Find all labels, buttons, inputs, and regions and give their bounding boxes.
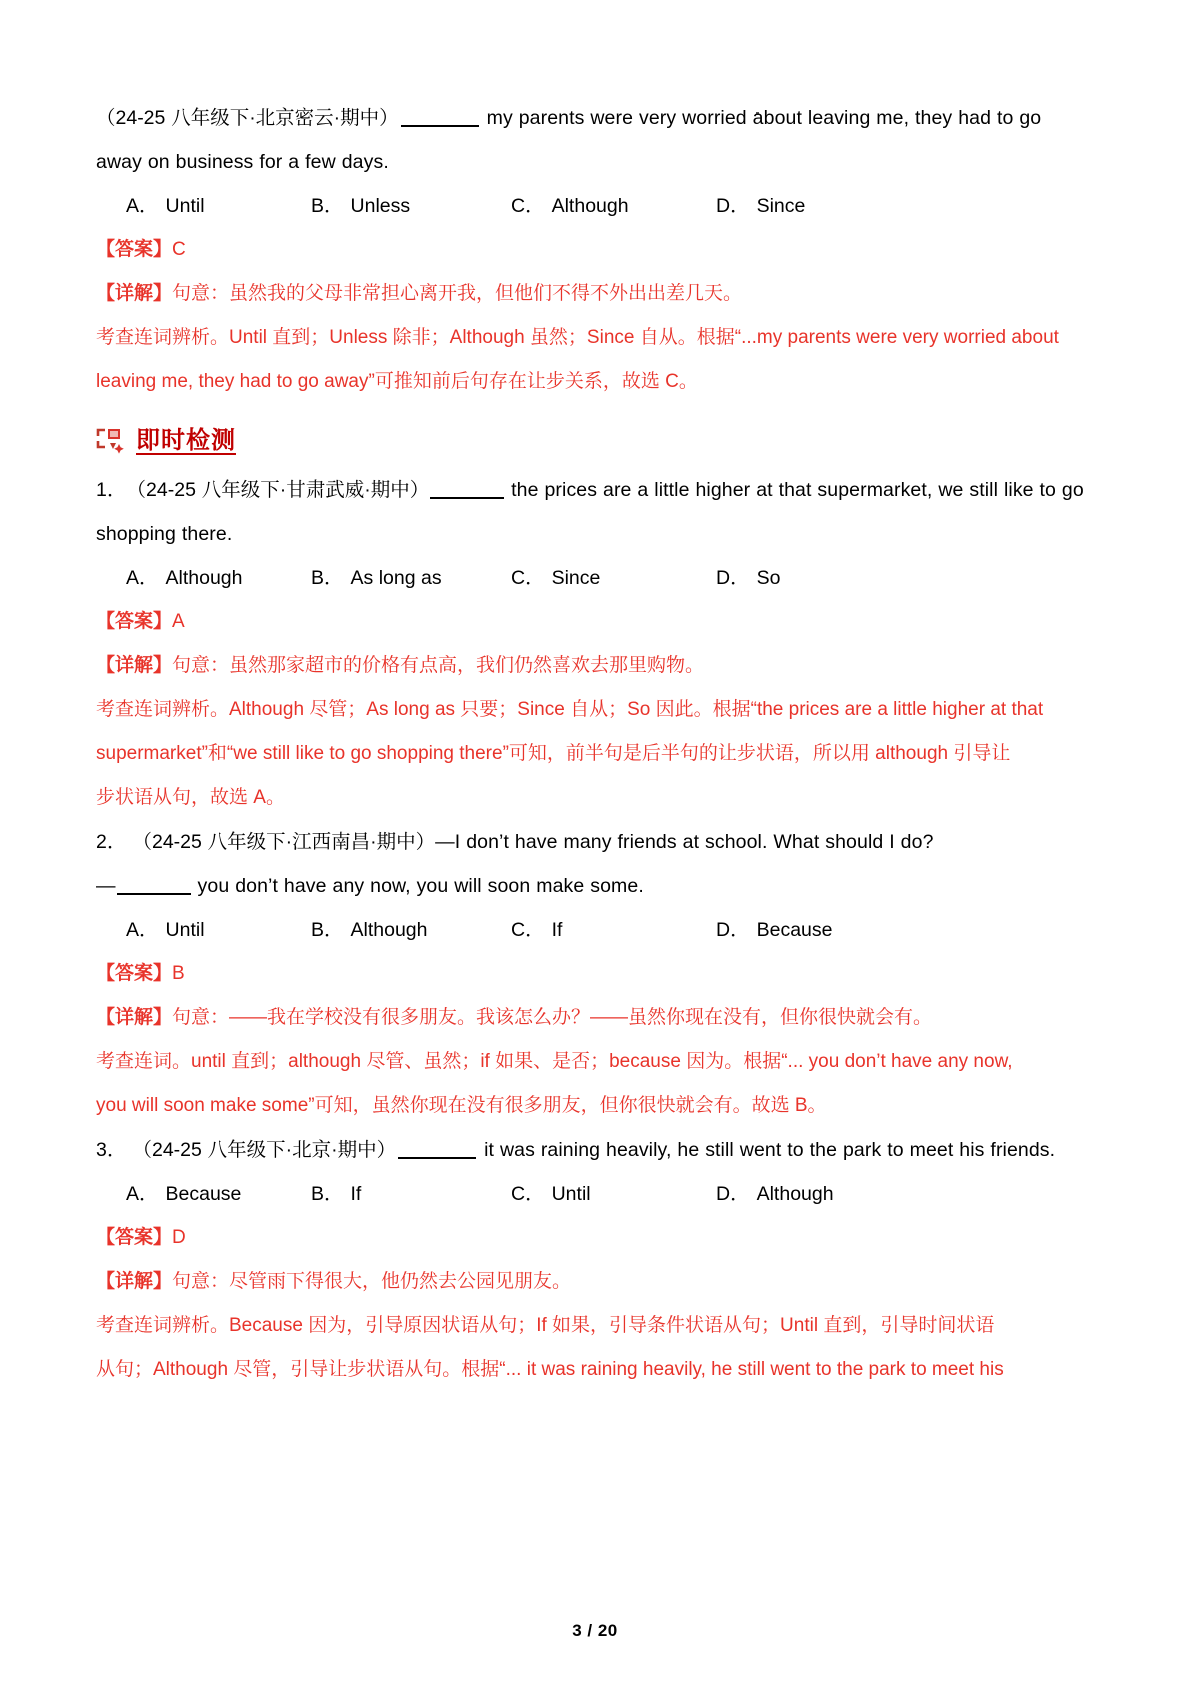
question-1-option-a-label: A．	[126, 567, 159, 589]
question-1-detail-line-3: 步状语从句，故选 A。	[96, 787, 285, 808]
section-title: 即时检测	[136, 427, 236, 454]
question-1-option-b-text: As long as	[350, 567, 442, 589]
question-1-option-d[interactable]	[716, 556, 876, 600]
answer-tag: 【答案】	[96, 963, 173, 984]
question-1-options	[96, 556, 1094, 600]
example-options	[96, 184, 1094, 228]
question-3-option-c-label: C．	[511, 1183, 545, 1205]
question-3-option-d[interactable]	[716, 1172, 876, 1216]
question-2-options	[96, 908, 1094, 952]
detail-tag: 【详解】	[96, 1007, 173, 1028]
question-2-blank	[117, 893, 191, 895]
question-2-option-a[interactable]	[126, 908, 311, 952]
example-source: （24-25 八年级下·北京密云·期中）	[96, 107, 399, 129]
question-3-option-c-text: Until	[551, 1183, 591, 1205]
example-stem-text: my parents were very worried about leaving me, they had to go	[486, 107, 1042, 129]
question-3-detail-line-1: 考查连词辨析。Because 因为，引导原因状语从句；If 如果，引导条件状语从句；Until 直到，引导时间状语	[96, 1315, 995, 1336]
example-stem-line-1	[96, 96, 1094, 140]
question-3-number: 3．	[96, 1139, 127, 1161]
question-2-stem-line-1	[96, 820, 1094, 864]
question-2-option-d-label: D．	[716, 919, 750, 941]
question-1-answer-value: A	[172, 611, 185, 632]
detail-tag: 【详解】	[96, 1271, 173, 1292]
question-3-option-a-text: Because	[165, 1183, 242, 1205]
question-3-answer-value: D	[172, 1227, 186, 1248]
detail-tag: 【详解】	[96, 655, 173, 676]
example-option-b-label: B．	[311, 195, 344, 217]
question-1-option-d-label: D．	[716, 567, 750, 589]
detail-tag: 【详解】	[96, 283, 173, 304]
question-2-option-a-label: A．	[126, 919, 159, 941]
answer-tag: 【答案】	[96, 611, 173, 632]
question-1-detail-meaning: 句意：虽然那家超市的价格有点高，我们仍然喜欢去那里购物。	[172, 655, 705, 676]
question-3-detail-line-2: 从句；Although 尽管，引导让步状语从句。根据“... it was raining heavily, he still went to the park to meet his	[96, 1359, 1004, 1380]
example-option-b[interactable]	[311, 184, 511, 228]
example-option-d-text: Since	[756, 195, 806, 217]
page-number: 3 / 20	[572, 1621, 618, 1640]
question-2-option-d[interactable]	[716, 908, 876, 952]
question-1-option-d-text: So	[756, 567, 781, 589]
question-1-option-c-text: Since	[551, 567, 601, 589]
question-3-option-b[interactable]	[311, 1172, 511, 1216]
question-2-stem-line-2	[96, 864, 1094, 908]
question-1-blank	[430, 497, 504, 499]
question-2-option-a-text: Until	[165, 919, 205, 941]
example-answer-value: C	[172, 239, 186, 260]
question-2-detail-meaning: 句意：——我在学校没有很多朋友。我该怎么办？——虽然你现在没有，但你很快就会有。	[172, 1007, 933, 1028]
answer-tag: 【答案】	[96, 239, 173, 260]
question-2-option-d-text: Because	[756, 919, 833, 941]
question-2-stem-text-2: you don’t have any now, you will soon make some.	[197, 875, 644, 897]
question-2-detail-meaning-row	[96, 996, 1094, 1040]
question-2-number: 2．	[96, 831, 127, 853]
question-2-dash: —	[96, 875, 116, 897]
question-3-option-c[interactable]	[511, 1172, 716, 1216]
question-3-option-a-label: A．	[126, 1183, 159, 1205]
example-option-a-label: A．	[126, 195, 159, 217]
example-detail-meaning-row	[96, 272, 1094, 316]
example-option-d[interactable]	[716, 184, 876, 228]
question-1-detail-line-1: 考查连词辨析。Although 尽管；As long as 只要；Since 自从；So 因此。根据“the prices are a little higher at that	[96, 699, 1044, 720]
example-blank	[401, 125, 479, 127]
question-1-option-c[interactable]	[511, 556, 716, 600]
question-2-answer-row	[96, 952, 1094, 996]
section-heading	[96, 418, 1094, 464]
question-3-stem-line-1	[96, 1128, 1094, 1172]
question-1-option-b[interactable]	[311, 556, 511, 600]
question-3-option-d-label: D．	[716, 1183, 750, 1205]
page-content	[96, 96, 1094, 1392]
question-2-option-b-label: B．	[311, 919, 344, 941]
question-2-answer-value: B	[172, 963, 185, 984]
question-3-option-b-text: If	[350, 1183, 362, 1205]
question-3-option-a[interactable]	[126, 1172, 311, 1216]
example-answer-row	[96, 228, 1094, 272]
question-2-option-c-text: If	[551, 919, 563, 941]
question-3-detail-meaning: 句意：尽管雨下得很大，他仍然去公园见朋友。	[172, 1271, 572, 1292]
question-1-source: （24-25 八年级下·甘肃武威·期中）	[126, 479, 430, 501]
example-option-c[interactable]	[511, 184, 716, 228]
question-1-stem-line-1	[96, 468, 1094, 512]
example-detail-line-1: 考查连词辨析。Until 直到；Unless 除非；Although 虽然；Since 自从。根据“...my parents were very worried about	[96, 327, 1059, 348]
example-detail-meaning: 句意：虽然我的父母非常担心离开我，但他们不得不外出出差几天。	[172, 283, 743, 304]
question-3-option-d-text: Although	[756, 1183, 834, 1205]
example-option-c-text: Although	[551, 195, 629, 217]
example-option-d-label: D．	[716, 195, 750, 217]
question-3-blank	[398, 1157, 476, 1159]
question-2-option-b-text: Although	[350, 919, 428, 941]
question-3-options	[96, 1172, 1094, 1216]
question-2-source: （24-25 八年级下·江西南昌·期中）	[132, 831, 436, 853]
quiz-blocks-icon	[96, 427, 130, 457]
question-1-detail-line-2: supermarket”和“we still like to go shopping there”可知，前半句是后半句的让步状语，所以用 although 引导让	[96, 743, 1011, 764]
question-3-answer-row	[96, 1216, 1094, 1260]
question-1-stem-line-2: shopping there.	[96, 523, 233, 545]
example-option-a-text: Until	[165, 195, 205, 217]
question-1-option-c-label: C．	[511, 567, 545, 589]
question-2-stem-text: —I don’t have many friends at school. What should I do?	[435, 831, 934, 853]
example-stem-line-2: away on business for a few days.	[96, 151, 389, 173]
question-1-option-a-text: Although	[165, 567, 243, 589]
question-1-number: 1．	[96, 479, 127, 501]
example-detail-line-2: leaving me, they had to go away”可推知前后句存在让步关系，故选 C。	[96, 371, 698, 392]
question-2-detail-line-1: 考查连词。until 直到；although 尽管、虽然；if 如果、是否；because 因为。根据“... you don’t have any now,	[96, 1051, 1013, 1072]
question-2-detail-line-2: you will soon make some”可知，虽然你现在没有很多朋友，但你很快就会有。故选 B。	[96, 1095, 827, 1116]
example-option-b-text: Unless	[350, 195, 411, 217]
question-1-stem-text: the prices are a little higher at that supermarket, we still like to go	[511, 479, 1084, 501]
question-1-detail-meaning-row	[96, 644, 1094, 688]
question-3-detail-meaning-row	[96, 1260, 1094, 1304]
example-option-c-label: C．	[511, 195, 545, 217]
answer-tag: 【答案】	[96, 1227, 173, 1248]
question-1-option-b-label: B．	[311, 567, 344, 589]
question-2-option-b[interactable]	[311, 908, 511, 952]
question-3-stem-text: it was raining heavily, he still went to the park to meet his friends.	[484, 1139, 1056, 1161]
example-option-a[interactable]	[126, 184, 311, 228]
question-1-option-a[interactable]	[126, 556, 311, 600]
question-1-answer-row	[96, 600, 1094, 644]
question-2-option-c-label: C．	[511, 919, 545, 941]
question-3-option-b-label: B．	[311, 1183, 344, 1205]
question-3-source: （24-25 八年级下·北京·期中）	[132, 1139, 397, 1161]
question-2-option-c[interactable]	[511, 908, 716, 952]
